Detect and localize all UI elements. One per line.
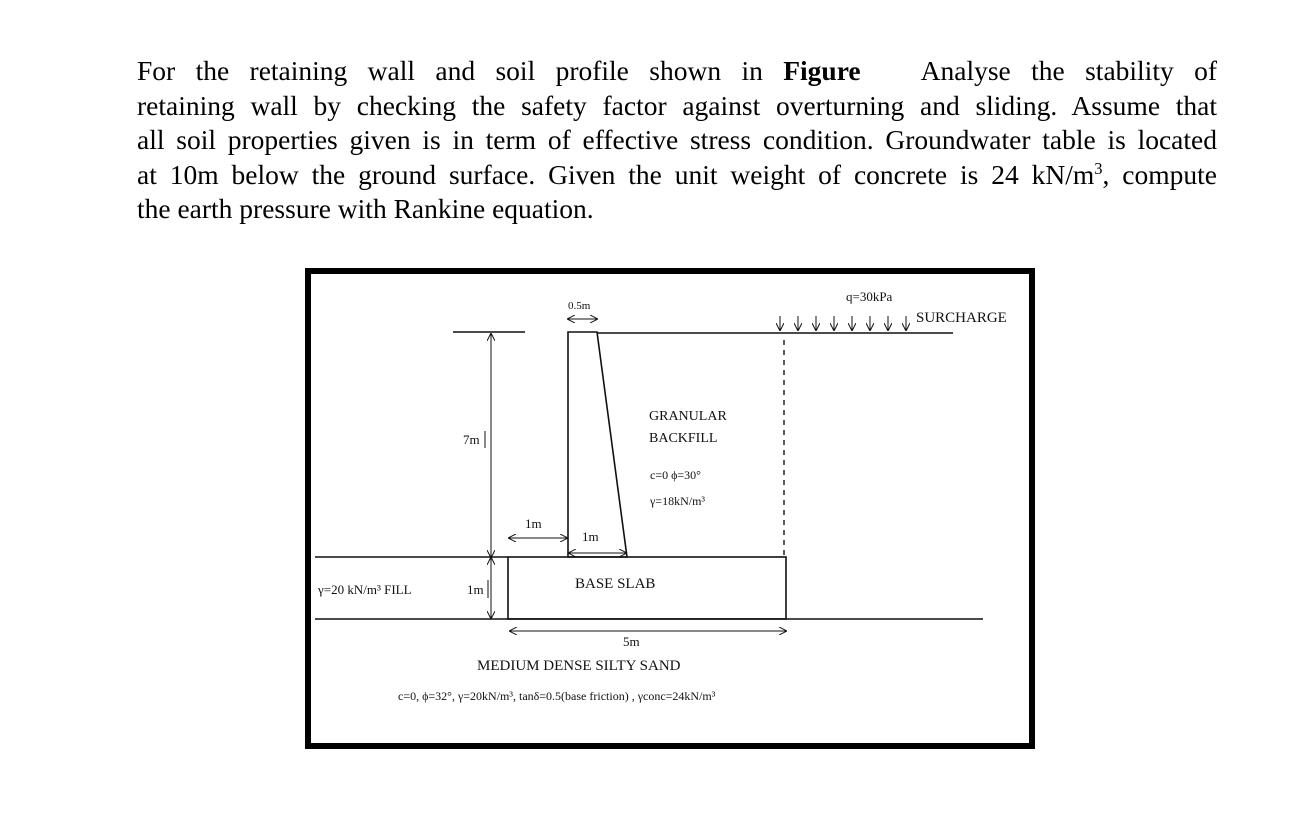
figure-frame — [308, 271, 1032, 746]
stem-top-width-label: 0.5m — [568, 300, 591, 312]
problem-line-2: retaining wall by checking the safety factor against overturning and sliding. Assume that — [137, 89, 1217, 121]
slab-thickness-label: 1m — [467, 582, 484, 597]
fill-label: γ=20 kN/m³ FILL — [318, 582, 412, 597]
problem-line-1 — [137, 54, 1217, 89]
backfill-properties-1: c=0 ϕ=30° — [650, 468, 701, 482]
wall-height-label: 7m — [463, 432, 480, 447]
retaining-wall-figure — [305, 268, 1035, 749]
problem-line-4 — [137, 158, 1217, 193]
backfill-label-line-2: BACKFILL — [649, 431, 718, 446]
base-width-label: 5m — [623, 634, 640, 649]
toe-length-label: 1m — [525, 516, 542, 531]
stem-base-width-label: 1m — [582, 529, 599, 544]
problem-line-3: all soil properties given is in term of effective stress condition. Groundwater table is located — [137, 124, 1217, 155]
backfill-properties-2: γ=18kN/m³ — [650, 494, 706, 508]
cubic-superscript: 3 — [1094, 158, 1103, 178]
problem-line-1-end: Analyse the stability of — [920, 55, 1218, 86]
figure-canvas — [305, 268, 1035, 749]
problem-line-4-end: , compute — [1102, 158, 1217, 190]
problem-line-5: the earth pressure with Rankine equation. — [137, 193, 594, 224]
figure-reference: Figure — [783, 55, 861, 86]
problem-line-1-text: For the retaining wall and soil profile shown in — [137, 55, 784, 86]
problem-line-4-text: at 10m below the ground surface. Given the unit weight of concrete is 24 kN/m — [137, 158, 1095, 190]
surcharge-value: q=30kPa — [846, 289, 893, 304]
foundation-soil-label: MEDIUM DENSE SILTY SAND — [477, 658, 681, 674]
problem-statement — [137, 54, 1217, 227]
foundation-soil-properties: c=0, ϕ=32°, γ=20kN/m³, tanδ=0.5(base friction) , γconc=24kN/m³ — [398, 689, 716, 703]
backfill-label-line-1: GRANULAR — [649, 409, 727, 424]
surcharge-label: SURCHARGE — [916, 310, 1007, 326]
base-slab-label: BASE SLAB — [575, 576, 656, 592]
